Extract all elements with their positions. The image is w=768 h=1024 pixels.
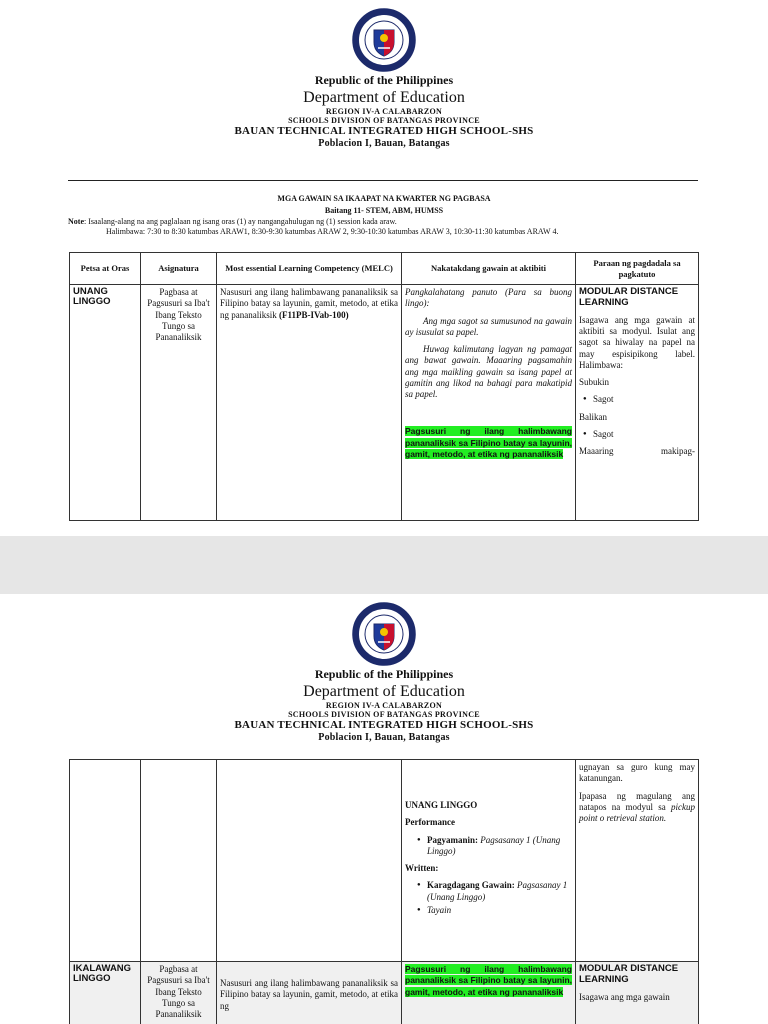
tayain-item: ● Tayain <box>413 905 572 916</box>
pagyamanin-label: Pagyamanin: <box>427 834 479 845</box>
address-label: Poblacion I, Bauan, Batangas <box>318 138 450 149</box>
melc-cell: Nasusuri ang ilang halimbawang pananaliksik sa Filipino batay sa layunin, gamit, metodo, at etika ng <box>217 962 402 1024</box>
region-label: REGION IV-A CALABARZON <box>325 701 443 710</box>
subject-cell: Pagbasa at Pagsusuri sa Iba't Ibang Teksto Tungo sa Pananaliksik <box>141 285 217 521</box>
activity-table <box>69 252 699 521</box>
sagot-item-2: ● Sagot <box>579 429 695 440</box>
mode-contact: Maaaring makipag- <box>579 446 695 457</box>
header-date: Petsa at Oras <box>70 253 141 285</box>
header-subject: Asignatura <box>141 253 217 285</box>
subject-cell: Pagbasa at Pagsusuri sa Iba't Ibang Teksto Tungo sa Pananaliksik <box>141 962 217 1024</box>
region-label: REGION IV-A CALABARZON <box>325 107 443 116</box>
karagdagang-text: Pagsasanay 1 (Unang Linggo) <box>427 880 568 902</box>
note-example: Halimbawa: 7:30 to 8:30 katumbas ARAW1, 8:30-9:30 katumbas ARAW 2, 9:30-10:30 katumbas ARAW 3, 10:30-11:30 katumbas ARAW 4. <box>106 227 559 236</box>
instruction-2: Huwag kalimutang lagyan ng pamagat ang bawat gawain. Maaaring pagsamahin ang mga maikling gawain sa isang papel at gamitin ang likod na bahagi para makatipid sa papel. <box>405 344 572 399</box>
written-label: Written: <box>405 863 439 873</box>
deped-seal-icon <box>352 8 416 72</box>
division-label: SCHOOLS DIVISION OF BATANGAS PROVINCE <box>288 116 480 125</box>
pagyamanin-text: Pagsasanay 1 (Unang Linggo) <box>427 834 561 856</box>
address-label: Poblacion I, Bauan, Batangas <box>318 732 450 743</box>
document-title: MGA GAWAIN SA IKAAPAT NA KWARTER NG PAGBASA <box>277 194 491 203</box>
week-label: IKALAWANG LINGGO <box>73 963 132 985</box>
pagyamanin-item <box>413 835 572 858</box>
document-page-2 <box>0 594 768 1024</box>
header-divider <box>68 180 698 181</box>
mode-instruction: Isagawa ang mga gawain at aktibiti sa modyul. Isulat ang sagot sa hiwalay na papel na may espisipikong label. Halimbawa: <box>579 314 695 370</box>
note-text <box>68 217 708 237</box>
note-label: Note <box>68 217 84 226</box>
header-melc: Most essential Learning Competency (MELC) <box>217 253 402 285</box>
mode-label: MODULAR DISTANCE LEARNING <box>579 286 679 308</box>
activity-highlight: Pagsusuri ng ilang halimbawang pananaliksik sa Filipino batay sa layunin, gamit, metodo, at etika ng pananaliksik <box>405 426 572 459</box>
note-body: : Isaalang-alang na ang paglalaan ng isang oras (1) ay nangangahulugan ng (1) session kada araw. <box>84 217 397 226</box>
performance-label: Performance <box>405 817 455 828</box>
republic-label: Republic of the Philippines <box>314 667 454 681</box>
mode-cell <box>576 760 699 962</box>
mode-cell <box>576 962 699 1024</box>
balikan-label: Balikan <box>579 411 607 422</box>
melc-code: (F11PB-IVab-100) <box>279 309 349 320</box>
instruction-1: Ang mga sagot sa sumusunod na gawain ay isusulat sa papel. <box>405 315 572 337</box>
melc-text: Nasusuri ang ilang halimbawang pananaliksik sa Filipino batay sa layunin, gamit, metodo, at etika ng pananaliksik <box>220 287 398 320</box>
header-mode: Paraan ng pagdadala sa pagkatuto <box>576 253 699 285</box>
table-row <box>70 285 699 521</box>
activity-cell <box>402 760 576 962</box>
mode-label: MODULAR DISTANCE LEARNING <box>579 963 679 985</box>
department-label: Department of Education <box>303 89 465 106</box>
school-label: BAUAN TECHNICAL INTEGRATED HIGH SCHOOL-SHS <box>234 719 534 731</box>
mode-submission <box>579 791 695 825</box>
karagdagang-item <box>413 880 572 903</box>
mode-submission-text: Ipapasa ng magulang ang natapos na modyul sa <box>579 790 695 812</box>
melc-cell <box>217 285 402 521</box>
week-label: UNANG LINGGO <box>73 286 111 308</box>
subukin-label: Subukin <box>579 377 610 388</box>
activity-table-continued <box>69 759 699 1024</box>
general-instruction: Pangkalahatang panuto (Para sa buong lingo): <box>405 287 572 309</box>
week-heading: UNANG LINGGO <box>405 800 478 810</box>
header-activity: Nakatakdang gawain at aktibiti <box>402 253 576 285</box>
karagdagang-label: Karagdagang Gawain: <box>427 880 515 891</box>
republic-label: Republic of the Philippines <box>314 73 454 87</box>
deped-seal-icon <box>352 602 416 666</box>
table-row <box>70 760 699 962</box>
grade-strand: Baitang 11- STEM, ABM, HUMSS <box>324 206 444 215</box>
activity-cell <box>402 285 576 521</box>
mode-contact-cont: ugnayan sa guro kung may katanungan. <box>579 762 695 784</box>
mode-instruction: Isagawa ang mga gawain <box>579 991 670 1002</box>
activity-cell <box>402 962 576 1024</box>
sagot-item-1: ● Sagot <box>579 394 695 405</box>
table-row <box>70 962 699 1024</box>
mode-submission-place: pickup point o retrieval station. <box>579 801 695 823</box>
activity-highlight: Pagsusuri ng ilang halimbawang pananaliksik sa Filipino batay sa layunin, gamit, metodo, at etika ng pananaliksik <box>405 964 572 997</box>
division-label: SCHOOLS DIVISION OF BATANGAS PROVINCE <box>288 710 480 719</box>
school-label: BAUAN TECHNICAL INTEGRATED HIGH SCHOOL-SHS <box>234 125 534 137</box>
department-label: Department of Education <box>303 683 465 700</box>
mode-cell <box>576 285 699 521</box>
